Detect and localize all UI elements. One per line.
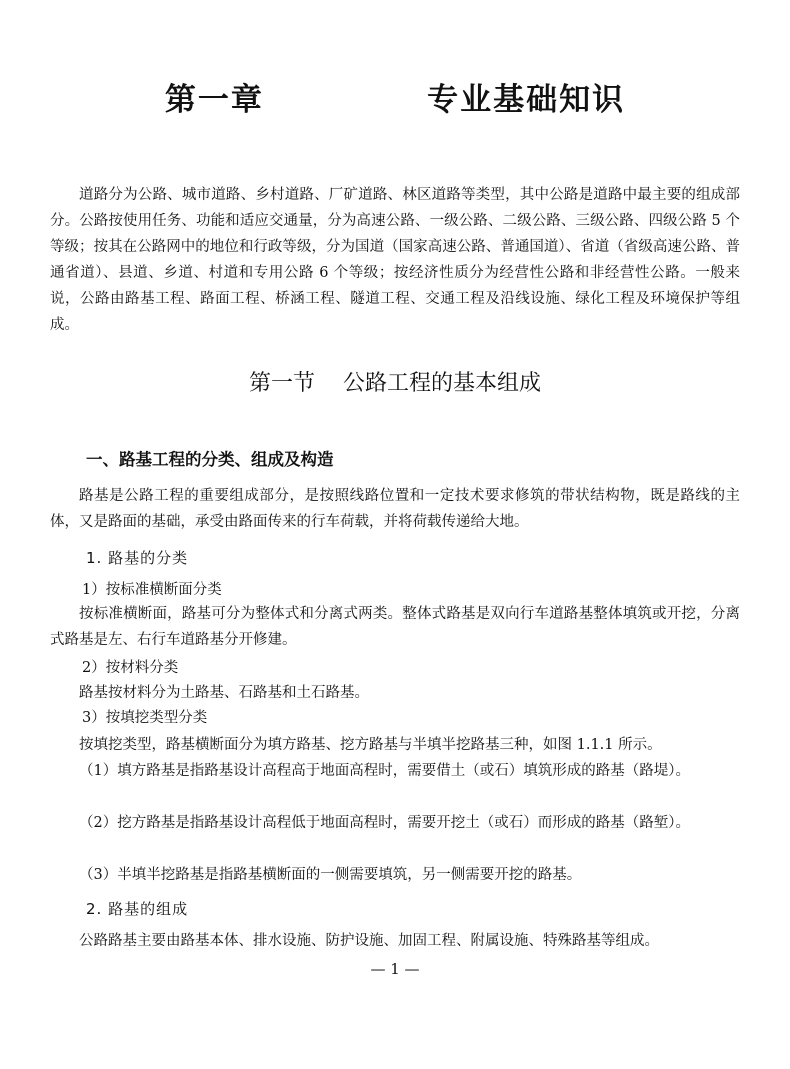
- classification-item3-text: 按填挖类型，路基横断面分为填方路基、挖方路基与半填半挖路基三种，如图 1.1.1 所示。: [79, 737, 662, 753]
- classification-item2-title: 2）按材料分类: [82, 660, 179, 676]
- section-title: 第一节 公路工程的基本组成: [249, 371, 541, 396]
- classification-item1-text: 按标准横断面，路基可分为整体式和分离式两类。整体式路基是双向行车道路基整体填筑或开挖，分离式路基是左、右行车道路基分开修建。: [50, 606, 740, 648]
- classification-item3-title: 3）按填挖类型分类: [82, 710, 208, 726]
- subsection-title: 一、路基工程的分类、组成及构造: [86, 450, 334, 469]
- composition-heading: 2. 路基的组成: [86, 900, 189, 918]
- intro-paragraph: 道路分为公路、城市道路、乡村道路、厂矿道路、林区道路等类型，其中公路是道路中最主要的组成部分。公路按使用任务、功能和适应交通量，分为高速公路、一级公路、二级公路、三级公路、四级公路 5 个等级；按其在公路网中的地位和行政等级，分为国道（国家高速公路、普通国道）、省道（省级高速公路、普通省道）、县道、乡道、村道和专用公路 6 个等级；按经济性质分为经营性公路和非经营性公路。一般来说，公路由路基工程、路面工程、桥涵工程、隧道工程、交通工程及沿线设施、绿化工程及环境保护等组成。: [50, 187, 740, 333]
- half-fill-half-cut-definition: （3）半填半挖路基是指路基横断面的一侧需要填筑，另一侧需要开挖的路基。: [79, 867, 582, 883]
- classification-item2-text: 路基按材料分为土路基、石路基和土石路基。: [79, 685, 369, 701]
- composition-text: 公路路基主要由路基本体、排水设施、防护设施、加固工程、附属设施、特殊路基等组成。: [79, 933, 659, 949]
- classification-heading: 1. 路基的分类: [86, 549, 189, 567]
- classification-item1-title: 1）按标准横断面分类: [82, 582, 222, 598]
- subgrade-intro-paragraph: 路基是公路工程的重要组成部分，是按照线路位置和一定技术要求修筑的带状结构物，既是路线的主体，又是路面的基础，承受由路面传来的行车荷载，并将荷载传递给大地。: [50, 488, 740, 530]
- fill-subgrade-definition: （1）填方路基是指路基设计高程高于地面高程时，需要借土（或石）填筑形成的路基（路堤）。: [79, 763, 690, 779]
- cut-subgrade-definition: （2）挖方路基是指路基设计高程低于地面高程时，需要开挖土（或石）而形成的路基（路堑）。: [79, 815, 690, 831]
- page-number: — 1 —: [370, 960, 420, 978]
- chapter-title: 第一章 专业基础知识: [164, 82, 626, 118]
